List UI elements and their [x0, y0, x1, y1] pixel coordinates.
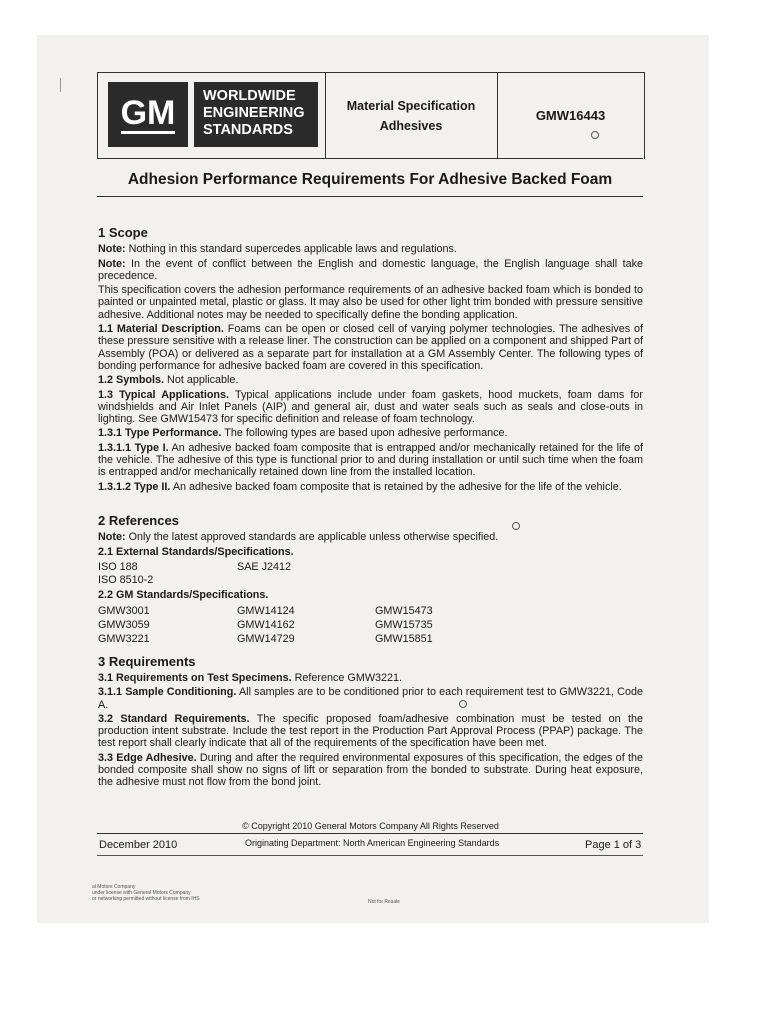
originating-department: Originating Department: North American Engineering Standards: [245, 838, 500, 848]
paragraph: Note: In the event of conflict between the English and domestic language, the English language shall take precedence.: [98, 257, 643, 282]
list-item: GMW15473: [375, 604, 433, 617]
copyright-mark-icon: [459, 700, 467, 708]
list-item: GMW15735: [375, 619, 433, 632]
list-item: GMW3001: [98, 604, 150, 617]
page-number: Page 1 of 3: [585, 839, 642, 851]
header-rule: [97, 158, 643, 159]
paragraph: 3.1 Requirements on Test Specimens. Reference GMW3221.: [98, 671, 403, 684]
paragraph: 3.3 Edge Adhesive. During and after the required environmental exposures of this specification, the edges of the bonded composite shall show no signs of lift or separation from the bonded to substrate. During heat exposure, the adhesive must not flow from the bond joint.: [98, 751, 643, 789]
section-heading: 2 References: [98, 512, 179, 528]
spec-category: [326, 96, 496, 136]
scan-mark: [60, 78, 61, 92]
list-item: ISO 188: [98, 560, 138, 573]
list-item: GMW3221: [98, 633, 150, 646]
spec-type: Material Specification: [346, 99, 476, 113]
paragraph: 1.3.1 Type Performance. The following types are based upon adhesive performance.: [98, 427, 508, 440]
paragraph: 1.1 Material Description. Foams can be open or closed cell of varying polymer technologies. The adhesives of these pressure sensitive with a release liner. The construction can be applied on a component and shipped Part of Assembly (POA) or delivered as a separate part for installation at a GM Assembly Center. The following types of bonding performance for adhesive backed foam are covered in this specification.: [98, 323, 643, 372]
footer-rule: [97, 855, 643, 856]
paragraph: This specification covers the adhesion performance requirements of an adhesive backed foam which is bonded to painted or unpainted metal, plastic or glass. It may also be used for other light trim bonded with pressure sensitive adhesive. Additional notes may be needed to specifically define the bonding application.: [98, 284, 643, 321]
list-item: ISO 8510-2: [98, 574, 154, 587]
paragraph: Note: Nothing in this standard supercedes applicable laws and regulations.: [98, 243, 457, 256]
spec-subject: Adhesives: [379, 119, 443, 133]
title-rule: [97, 196, 643, 197]
gm-standards-list: [98, 605, 643, 646]
list-item: GMW3059: [98, 619, 150, 632]
not-for-resale-note: Not for Resale: [368, 899, 400, 905]
list-item: [237, 574, 376, 586]
paragraph: Note: Only the latest approved standards are applicable unless otherwise specified.: [98, 531, 499, 544]
copyright-mark-icon: [512, 522, 520, 530]
paragraph: 1.2 Symbols. Not applicable.: [98, 374, 239, 387]
external-standards-list: [98, 561, 643, 587]
worldwide-engineering-standards-logo: WORLDWIDE ENGINEERING STANDARDS: [194, 82, 318, 147]
list-item: GMW14729: [237, 633, 295, 646]
spec-code: GMW16443: [535, 108, 606, 123]
list-item: GMW15851: [375, 633, 433, 646]
list-item: GMW14124: [237, 604, 295, 617]
footer-rule: [97, 833, 643, 834]
document-date: December 2010: [99, 839, 178, 851]
paragraph: 1.3 Typical Applications. Typical applications include under foam gaskets, hood muckets, foam dams for windshields and Air Inlet Panels (AIP) and general air, dust and water seals such as seals and close-outs in lighting. See GMW15473 for specific definition and release of foam technology.: [98, 388, 643, 426]
section-heading: 3 Requirements: [98, 653, 196, 669]
paragraph: 3.2 Standard Requirements. The specific proposed foam/adhesive combination must be tested on the production intent substrate. Include the test report in the Production Part Approval Process (PPAP) package. The test report shall clearly indicate that all of the requirements of the specification have been met.: [98, 712, 643, 750]
license-note: al Motors Company under license with General Motors Company or networking permitted without license from IHS: [92, 884, 200, 902]
document-title: Adhesion Performance Requirements For Adhesive Backed Foam: [127, 171, 613, 188]
paragraph: 3.1.1 Sample Conditioning. All samples are to be conditioned prior to each requirement test to GMW3221, Code A.: [98, 686, 643, 711]
copyright-mark-icon: [591, 131, 599, 139]
gm-logo: GM: [108, 82, 188, 147]
subsection-heading: 2.1 External Standards/Specifications.: [98, 545, 294, 558]
copyright-notice: © Copyright 2010 General Motors Company All Rights Reserved: [242, 821, 499, 831]
paragraph: 1.3.1.1 Type I. An adhesive backed foam composite that is entrapped and/or mechanically retained for the life of the vehicle. The adhesive of this type is functional prior to and during installation or until such time when the foam is entrapped and/or mechanically retained down line from the installed location.: [98, 441, 643, 479]
paragraph: 1.3.1.2 Type II. An adhesive backed foam composite that is retained by the adhesive for the life of the vehicle.: [98, 480, 622, 493]
list-item: SAE J2412: [237, 560, 292, 573]
list-item: GMW14162: [237, 619, 295, 632]
section-heading: 1 Scope: [98, 225, 148, 240]
subsection-heading: 2.2 GM Standards/Specifications.: [98, 589, 269, 602]
document-body: [98, 227, 643, 791]
